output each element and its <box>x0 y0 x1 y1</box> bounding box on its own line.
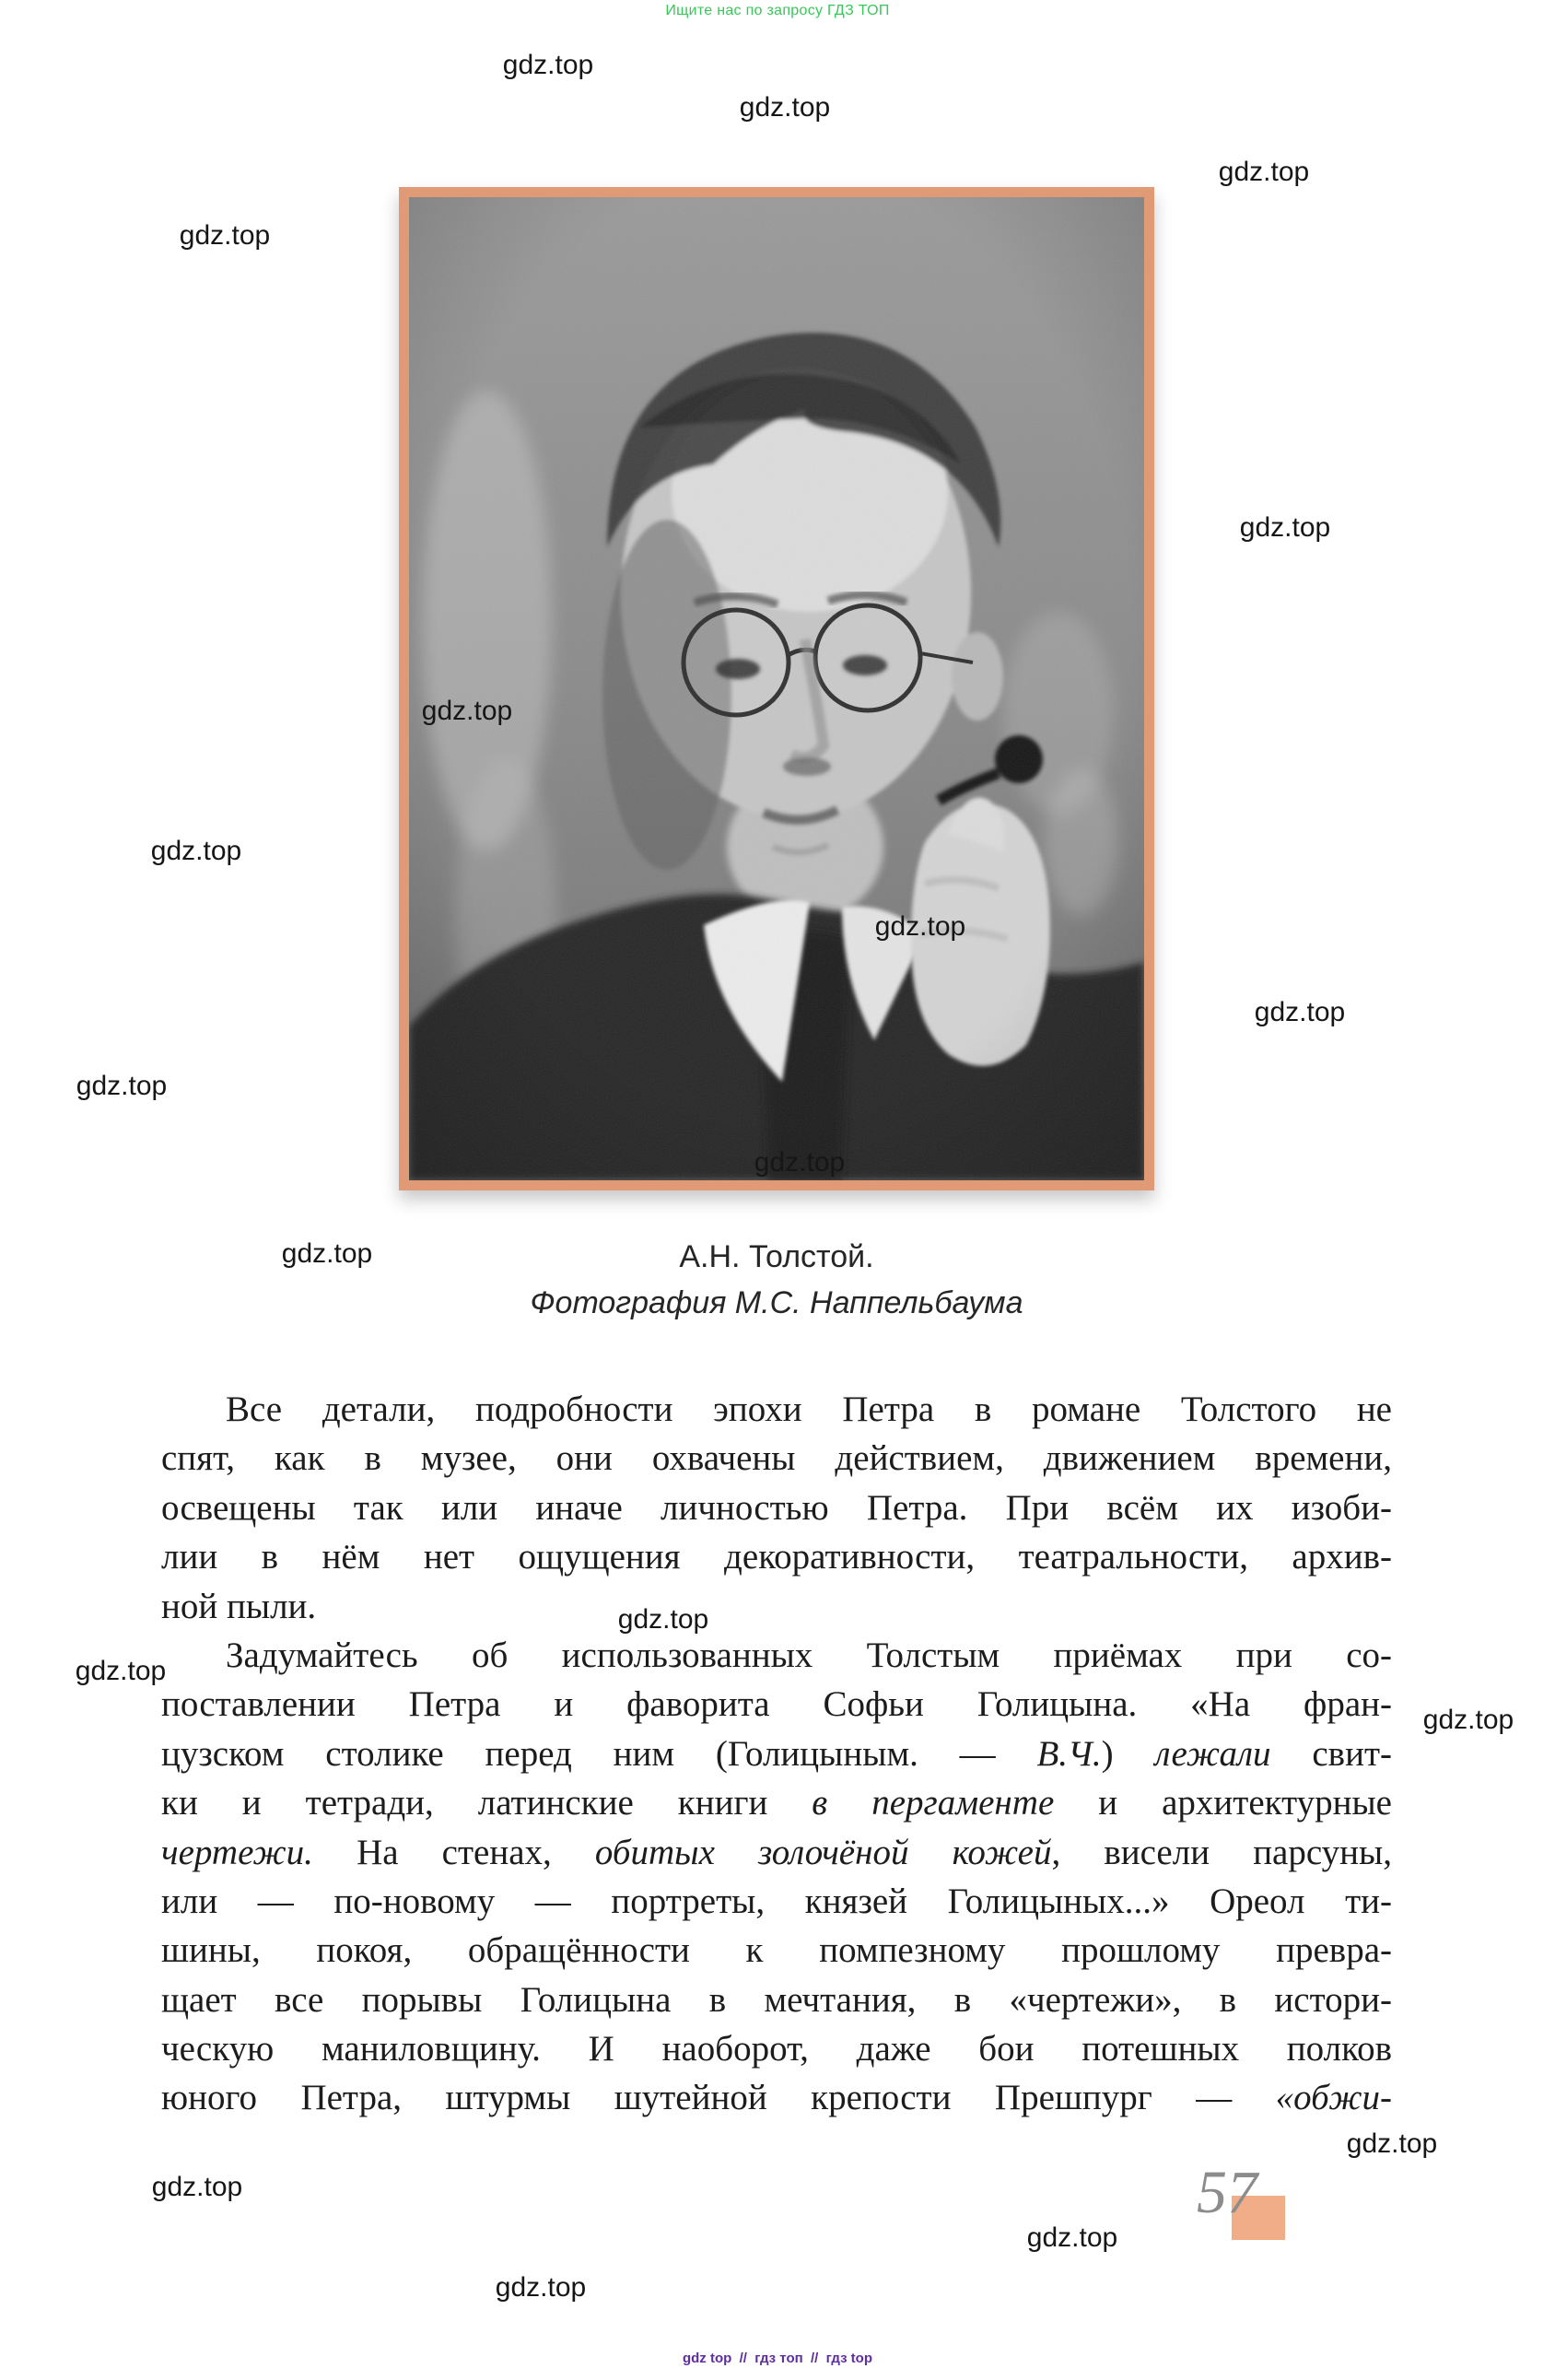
body-text <box>161 1385 1392 2123</box>
body-text-line: лии в нём нет ощущения декоративности, театральности, архив- <box>161 1537 1392 1577</box>
promo-banner-bottom: gdz top // гдз топ // гдз top <box>682 2351 873 2366</box>
gdz-watermark: gdz.top <box>1346 2128 1438 2159</box>
photo-caption-name: А.Н. Толстой. <box>679 1239 874 1274</box>
promo-banner-top: Ищите нас по запросу ГДЗ ТОП <box>665 3 890 18</box>
gdz-watermark: gdz.top <box>874 911 966 942</box>
gdz-watermark: gdz.top <box>502 50 594 80</box>
photo-caption-credit: Фотография М.С. Наппельбаума <box>530 1285 1023 1320</box>
body-text-line: щает все порывы Голицына в мечтания, в «чертежи», в истори- <box>161 1979 1392 2020</box>
body-text-line: юного Петра, штурмы шутейной крепости Прешпург — «обжи- <box>161 2078 1392 2118</box>
gdz-watermark: gdz.top <box>617 1604 709 1635</box>
gdz-watermark: gdz.top <box>754 1147 846 1178</box>
body-text-line: освещены так или иначе личностью Петра. При всём их изоби- <box>161 1487 1392 1528</box>
photo-caption <box>399 1240 1154 1319</box>
gdz-watermark: gdz.top <box>179 220 271 251</box>
body-text-line: ной пыли. <box>161 1586 317 1626</box>
gdz-watermark: gdz.top <box>281 1238 373 1269</box>
portrait-photo <box>409 197 1144 1180</box>
gdz-watermark: gdz.top <box>1218 157 1310 187</box>
page-number: 57 <box>1197 2159 1257 2226</box>
body-text-line: цузском столике перед ним (Голицыным. — В.Ч.) лежали свит- <box>161 1733 1392 1774</box>
gdz-watermark: gdz.top <box>150 836 242 866</box>
body-text-line: Все детали, подробности эпохи Петра в романе Толстого не <box>226 1389 1392 1429</box>
gdz-watermark: gdz.top <box>1422 1705 1514 1735</box>
film-grain <box>409 197 1144 1180</box>
body-text-line: поставлении Петра и фаворита Софьи Голицына. «На фран- <box>161 1684 1392 1725</box>
gdz-watermark: gdz.top <box>421 696 513 726</box>
body-text-line: спят, как в музее, они охвачены действием, движением времени, <box>161 1438 1392 1479</box>
gdz-watermark: gdz.top <box>495 2272 587 2303</box>
body-text-line: ческую маниловщину. И наоборот, даже бои потешных полков <box>161 2029 1392 2069</box>
body-text-line: чертежи. На стенах, обитых золочёной кожей, висели парсуны, <box>161 1832 1392 1872</box>
body-text-line: Задумайтесь об использованных Толстым приёмах при со- <box>226 1635 1392 1675</box>
gdz-watermark: gdz.top <box>75 1656 167 1686</box>
gdz-watermark: gdz.top <box>1254 997 1346 1027</box>
gdz-watermark: gdz.top <box>739 92 831 123</box>
portrait-photo-frame <box>399 187 1154 1190</box>
gdz-watermark: gdz.top <box>76 1071 168 1101</box>
body-text-line: или — по-новому — портреты, князей Голицыных...» Ореол ти- <box>161 1881 1392 1921</box>
body-text-line: ки и тетради, латинские книги в пергаменте и архитектурные <box>161 1783 1392 1823</box>
gdz-watermark: gdz.top <box>1239 512 1331 543</box>
gdz-watermark: gdz.top <box>151 2172 243 2202</box>
body-text-line: шины, покоя, обращённости к помпезному прошлому превра- <box>161 1930 1392 1971</box>
gdz-watermark: gdz.top <box>1026 2222 1118 2253</box>
